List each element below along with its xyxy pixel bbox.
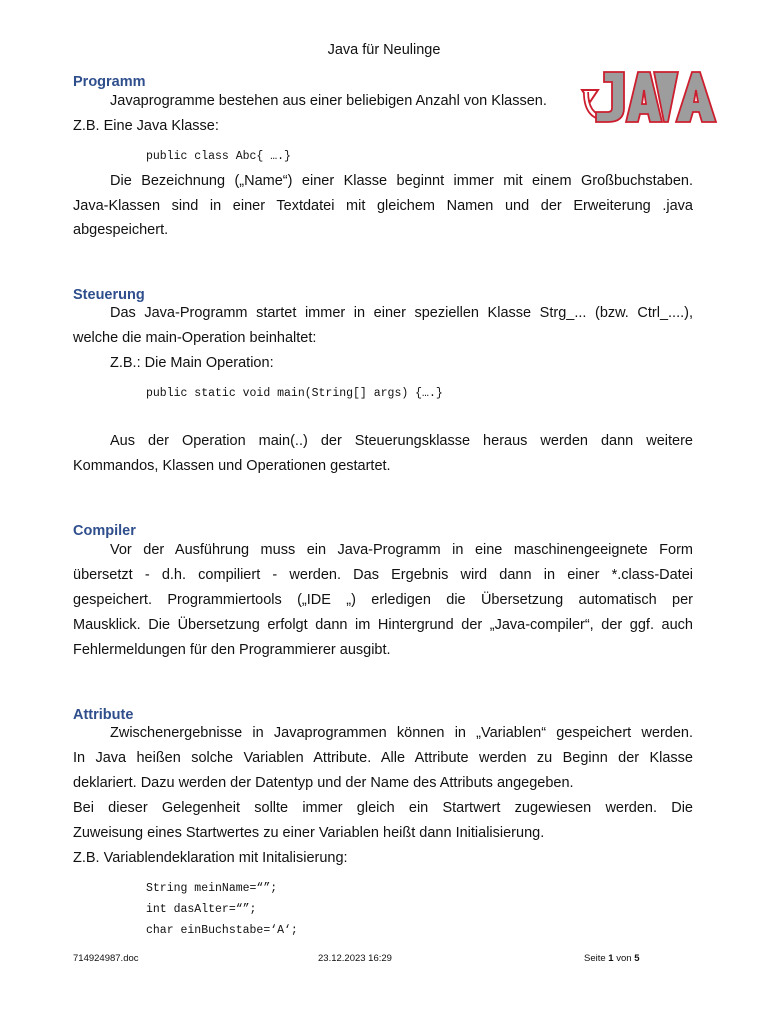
section-heading-steuerung: Steuerung: [73, 287, 145, 303]
section-heading-compiler: Compiler: [73, 523, 136, 539]
body-line: gespeichert. Programmiertools („IDE „) erledigen die Übersetzung automatisch per: [73, 592, 693, 608]
java-logo: [578, 68, 718, 133]
body-line: Kommandos, Klassen und Operationen gestartet.: [73, 458, 391, 474]
footer-filename: 714924987.doc: [73, 953, 139, 964]
body-line: Z.B. Eine Java Klasse:: [73, 118, 219, 134]
code-line: String meinName=“”;: [146, 882, 278, 895]
footer-page-number: [584, 953, 640, 964]
code-line: int dasAlter=“”;: [146, 903, 257, 916]
body-line: Z.B.: Die Main Operation:: [110, 355, 274, 371]
body-line: Vor der Ausführung muss ein Java-Programm in eine maschinengeeignete Form: [110, 542, 693, 558]
footer-datetime: 23.12.2023 16:29: [318, 953, 392, 964]
page-current: 1: [608, 953, 614, 964]
body-line: übersetzt - d.h. compiliert - werden. Das Ergebnis wird dann in einer *.class-Datei: [73, 567, 693, 583]
section-heading-programm: Programm: [73, 74, 146, 90]
body-line: deklariert. Dazu werden der Datentyp und der Name des Attributs angegeben.: [73, 775, 574, 791]
code-line: public class Abc{ ….}: [146, 150, 291, 163]
code-line: public static void main(String[] args) {….}: [146, 387, 443, 400]
body-line: Z.B. Variablendeklaration mit Initalisierung:: [73, 850, 348, 866]
body-line: welche die main-Operation beinhaltet:: [73, 330, 317, 346]
page-sep: von: [616, 953, 632, 964]
body-line: Die Bezeichnung („Name“) einer Klasse beginnt immer mit einem Großbuchstaben.: [110, 173, 693, 189]
body-line: In Java heißen solche Variablen Attribute. Alle Attribute werden zu Beginn der Klasse: [73, 750, 693, 766]
section-heading-attribute: Attribute: [73, 707, 134, 723]
page-title: Java für Neulinge: [327, 42, 441, 58]
body-line: Javaprogramme bestehen aus einer beliebigen Anzahl von Klassen.: [110, 93, 547, 109]
page-total: 5: [634, 953, 640, 964]
body-line: abgespeichert.: [73, 222, 169, 238]
page-prefix: Seite: [584, 953, 606, 964]
body-line: Fehlermeldungen für den Programmierer ausgibt.: [73, 642, 391, 658]
body-line: Zwischenergebnisse in Javaprogrammen können in „Variablen“ gespeichert werden.: [110, 725, 693, 741]
body-line: Zuweisung eines Startwertes zu einer Variablen heißt dann Initialisierung.: [73, 825, 545, 841]
body-line: Das Java-Programm startet immer in einer speziellen Klasse Strg_... (bzw. Ctrl_....),: [110, 305, 693, 321]
body-line: Aus der Operation main(..) der Steuerungsklasse heraus werden dann weitere: [110, 433, 693, 449]
body-line: Mausklick. Die Übersetzung erfolgt dann im Hintergrund der „Java-compiler“, der ggf. auch: [73, 617, 693, 633]
body-line: Java-Klassen sind in einer Textdatei mit gleichem Namen und der Erweiterung .java: [73, 198, 693, 214]
body-line: Bei dieser Gelegenheit sollte immer gleich ein Startwert zugewiesen werden. Die: [73, 800, 693, 816]
code-line: char einBuchstabe=‘A‘;: [146, 924, 298, 937]
